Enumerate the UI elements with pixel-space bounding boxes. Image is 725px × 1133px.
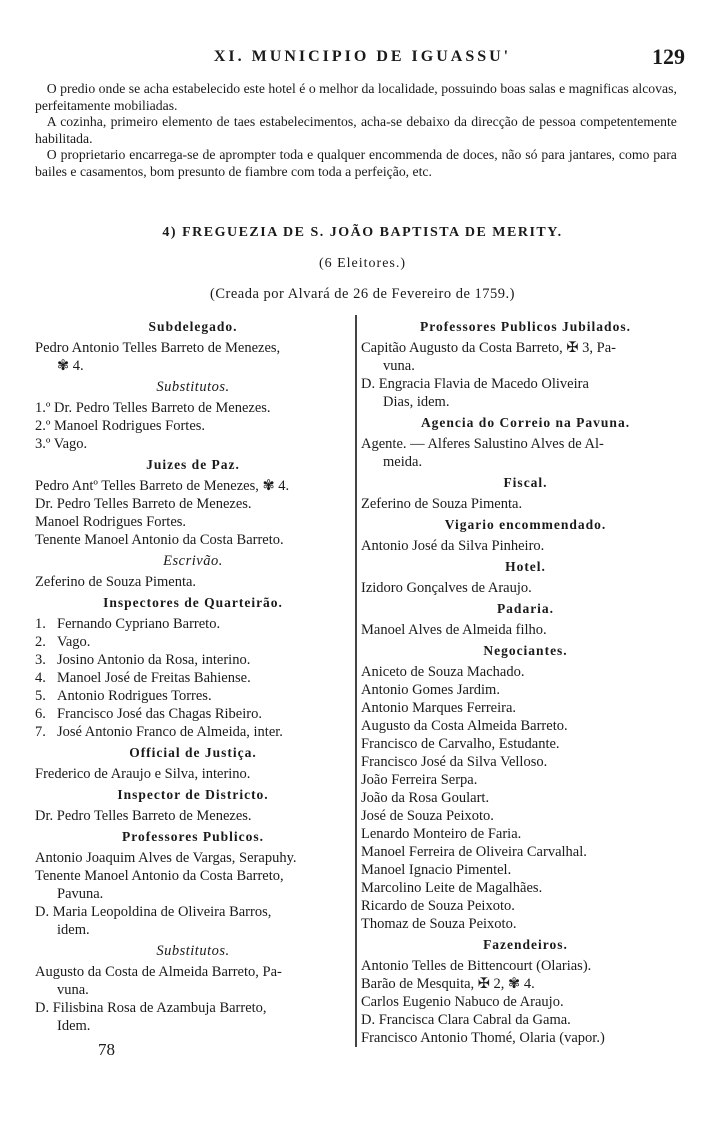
item-text: Francisco José das Chagas Ribeiro. (57, 706, 262, 722)
item-text: D. Engracia Flavia de Macedo Oliveira (361, 376, 589, 392)
list-item (35, 513, 351, 531)
item-text: Pavuna. (57, 886, 104, 902)
item-text: Dr. Pedro Telles Barreto de Menezes. (35, 496, 252, 512)
list-item (361, 735, 690, 753)
paragraph: O proprietario encarrega-se de aprompter toda e qualquer encommenda de doces, não só para jantares, como para bailes e casamentos, bom presunto de fiambre com toda a perfeição, etc. (35, 148, 677, 180)
list-item (361, 753, 690, 771)
list-item (35, 435, 351, 453)
section-heading: Substitutos. (156, 379, 230, 395)
section-heading: Professores Publicos Jubilados. (420, 319, 631, 334)
list-item (35, 495, 351, 513)
section-heading: Escrivão. (163, 553, 223, 569)
list-item (361, 843, 690, 861)
item-text: Antonio Gomes Jardim. (361, 682, 500, 698)
list-item (35, 651, 351, 669)
item-text: Lenardo Monteiro de Faria. (361, 826, 522, 842)
left-column (35, 315, 355, 1047)
list-item (35, 981, 351, 999)
list-item (361, 339, 690, 357)
list-item (361, 357, 690, 375)
section-heading: Juizes de Paz. (146, 457, 240, 472)
list-item (35, 867, 351, 885)
chapter-title: XI. MUNICIPIO DE IGUASSU' (213, 48, 512, 65)
list-item (361, 435, 690, 453)
list-item (35, 999, 351, 1017)
list-item (361, 453, 690, 471)
list-item (361, 663, 690, 681)
electors-count: (6 Eleitores.) (318, 256, 407, 271)
item-text: José Antonio Franco de Almeida, inter. (57, 724, 283, 740)
section-title: 4) FREGUEZIA DE S. JOÃO BAPTISTA DE MERITY. (162, 225, 563, 240)
item-text: Manoel Alves de Almeida filho. (361, 622, 547, 638)
section-heading: Fazendeiros. (483, 937, 568, 952)
item-text: vuna. (383, 358, 415, 374)
list-item (35, 357, 351, 375)
item-text: Tenente Manoel Antonio da Costa Barreto. (35, 532, 284, 548)
item-text: Zeferino de Souza Pimenta. (35, 574, 197, 590)
page-header (0, 44, 725, 74)
list-item (361, 861, 690, 879)
item-text: Ricardo de Souza Peixoto. (361, 898, 515, 914)
list-item (361, 681, 690, 699)
list-item (361, 1011, 690, 1029)
list-item (35, 903, 351, 921)
list-item (35, 531, 351, 549)
item-text: Idem. (57, 1018, 91, 1034)
section-heading: Fiscal. (503, 475, 548, 490)
item-text: José de Souza Peixoto. (361, 808, 494, 824)
item-text: Marcolino Leite de Magalhães. (361, 880, 543, 896)
item-text: Fernando Cypriano Barreto. (57, 616, 221, 632)
list-item (361, 879, 690, 897)
right-column (355, 315, 690, 1047)
item-text: Antonio Marques Ferreira. (361, 700, 517, 716)
paragraph: O predio onde se acha estabelecido este hotel é o melhor da localidade, possuindo boas salas e magnificas alcovas, perfeitamente mobiliadas. (35, 82, 677, 114)
list-item (35, 477, 351, 495)
item-text: Zeferino de Souza Pimenta. (361, 496, 523, 512)
list-item (361, 897, 690, 915)
item-text: Vago. (57, 634, 91, 650)
list-item (35, 615, 351, 633)
item-text: Francisco José da Silva Velloso. (361, 754, 548, 770)
item-text: Dias, idem. (383, 394, 450, 410)
list-item (35, 417, 351, 435)
creation-note: (Creada por Alvará de 26 de Fevereiro de 1759.) (210, 286, 515, 302)
list-item (361, 579, 690, 597)
list-item (361, 393, 690, 411)
list-item (35, 1017, 351, 1035)
list-item (35, 339, 351, 357)
item-text: Agente. — Alferes Salustino Alves de Al- (361, 436, 604, 452)
list-item (361, 621, 690, 639)
item-text: D. Francisca Clara Cabral da Gama. (361, 1012, 571, 1028)
list-item (35, 849, 351, 867)
item-text: João da Rosa Goulart. (361, 790, 490, 806)
section-heading: Substitutos. (156, 943, 230, 959)
item-text: Manoel Rodrigues Fortes. (35, 514, 187, 530)
list-item (35, 687, 351, 705)
item-text: D. Maria Leopoldina de Oliveira Barros, (35, 904, 272, 920)
section-heading: Inspectores de Quarteirão. (103, 595, 283, 610)
list-item (361, 537, 690, 555)
item-text: 3.º Vago. (35, 436, 88, 452)
item-text: Dr. Pedro Telles Barreto de Menezes. (35, 808, 252, 824)
item-text: Tenente Manoel Antonio da Costa Barreto, (35, 868, 284, 884)
paragraph: A cozinha, primeiro elemento de taes estabelecimentos, acha-se debaixo da direcção de pessoa competentemente habilitada. (35, 115, 677, 147)
item-text: Pedro Antonio Telles Barreto de Menezes, (35, 340, 281, 356)
intro-text (35, 82, 677, 181)
section-heading: Agencia do Correio na Pavuna. (420, 415, 631, 430)
item-text: Izidoro Gonçalves de Araujo. (361, 580, 532, 596)
list-item (361, 915, 690, 933)
list-item (361, 975, 690, 993)
item-text: meida. (383, 454, 423, 470)
item-text: João Ferreira Serpa. (361, 772, 478, 788)
item-text: Barão de Mesquita, ✠ 2, ✾ 4. (361, 976, 535, 992)
item-text: 2.º Manoel Rodrigues Fortes. (35, 418, 206, 434)
item-number: 7. (35, 724, 46, 740)
list-item (361, 1029, 690, 1047)
list-item (361, 717, 690, 735)
page-number: 129 (652, 44, 685, 69)
item-text: Antonio Telles de Bittencourt (Olarias). (361, 958, 592, 974)
item-number: 5. (35, 688, 46, 704)
item-text: Antonio Rodrigues Torres. (57, 688, 212, 704)
list-item (361, 495, 690, 513)
item-text: D. Filisbina Rosa de Azambuja Barreto, (35, 1000, 267, 1016)
list-item (361, 771, 690, 789)
item-text: Carlos Eugenio Nabuco de Araujo. (361, 994, 564, 1010)
item-text: Antonio José da Silva Pinheiro. (361, 538, 545, 554)
item-text: Francisco Antonio Thomé, Olaria (vapor.) (361, 1030, 605, 1046)
list-item (35, 633, 351, 651)
item-number: 2. (35, 634, 46, 650)
item-text: Augusto da Costa Almeida Barreto. (361, 718, 568, 734)
list-item (35, 573, 351, 591)
item-text: ✾ 4. (57, 358, 84, 374)
item-text: Aniceto de Souza Machado. (361, 664, 525, 680)
item-text: Frederico de Araujo e Silva, interino. (35, 766, 251, 782)
item-number: 3. (35, 652, 46, 668)
list-item (35, 723, 351, 741)
section-heading: Vigario encommendado. (444, 517, 607, 532)
item-text: Francisco de Carvalho, Estudante. (361, 736, 560, 752)
item-text: Manoel Ferreira de Oliveira Carvalhal. (361, 844, 587, 860)
item-text: Josino Antonio da Rosa, interino. (57, 652, 251, 668)
section-heading: Hotel. (505, 559, 546, 574)
item-text: idem. (57, 922, 90, 938)
list-item (35, 705, 351, 723)
list-item (35, 669, 351, 687)
list-item (361, 699, 690, 717)
section-heading: Negociantes. (483, 643, 568, 658)
item-text: 1.º Dr. Pedro Telles Barreto de Menezes. (35, 400, 271, 416)
item-number: 6. (35, 706, 46, 722)
section-heading: Professores Publicos. (122, 829, 264, 844)
item-text: Augusto da Costa de Almeida Barreto, Pa- (35, 964, 282, 980)
list-item (35, 963, 351, 981)
list-item (361, 993, 690, 1011)
list-item (361, 807, 690, 825)
item-text: vuna. (57, 982, 89, 998)
section-heading: Inspector de Districto. (117, 787, 269, 802)
list-item (361, 825, 690, 843)
footer-number: 78 (98, 1040, 115, 1059)
directory-columns (35, 315, 690, 1047)
section-heading: Subdelegado. (148, 319, 238, 334)
section-heading: Padaria. (496, 601, 555, 616)
list-item (35, 399, 351, 417)
item-text: Manoel José de Freitas Bahiense. (57, 670, 251, 686)
item-text: Thomaz de Souza Peixoto. (361, 916, 517, 932)
section-heading: Official de Justiça. (129, 745, 257, 760)
list-item (35, 885, 351, 903)
item-number: 1. (35, 616, 46, 632)
item-text: Manoel Ignacio Pimentel. (361, 862, 512, 878)
list-item (361, 789, 690, 807)
list-item (361, 375, 690, 393)
list-item (35, 807, 351, 825)
item-text: Capitão Augusto da Costa Barreto, ✠ 3, Pa- (361, 340, 617, 356)
list-item (35, 765, 351, 783)
list-item (35, 921, 351, 939)
list-item (361, 957, 690, 975)
item-text: Antonio Joaquim Alves de Vargas, Serapuhy. (35, 850, 297, 866)
item-number: 4. (35, 670, 46, 686)
item-text: Pedro Antº Telles Barreto de Menezes, ✾ 4. (35, 478, 290, 494)
